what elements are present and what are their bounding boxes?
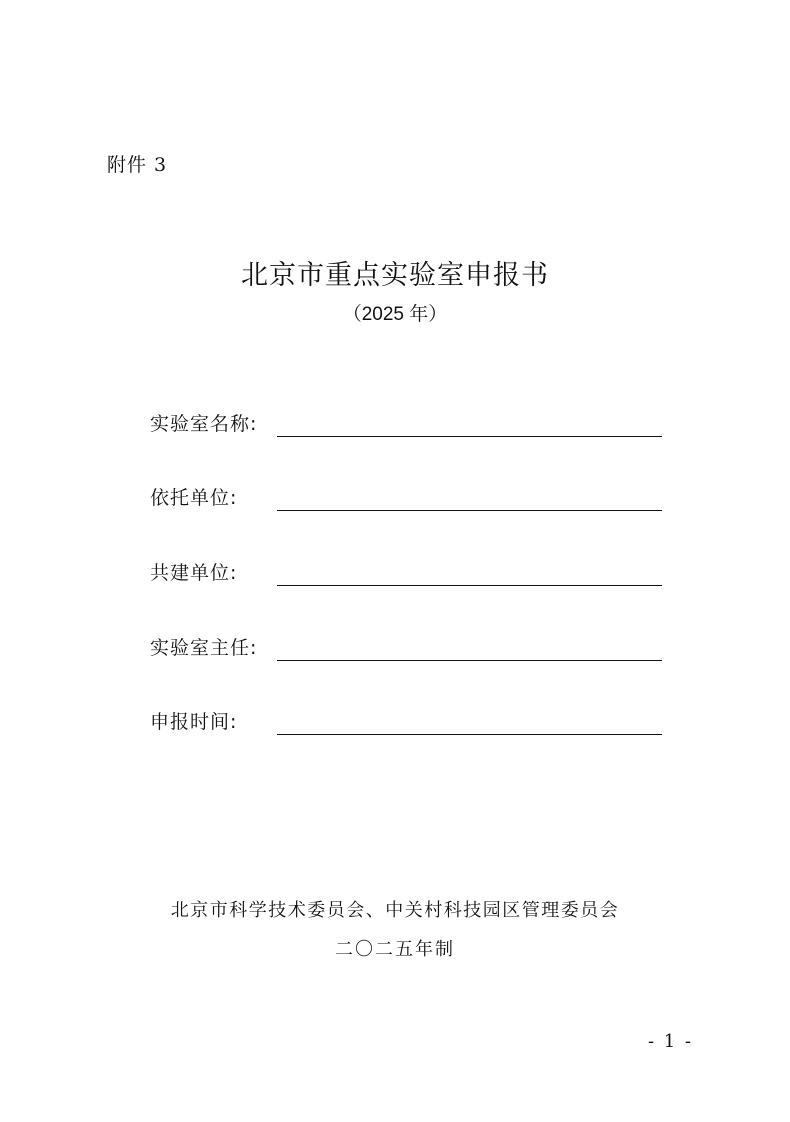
attachment-label: 附件 3: [107, 154, 168, 176]
co-unit-blank-line[interactable]: [277, 585, 662, 586]
field-label-lab-name: 实验室名称:: [150, 413, 258, 435]
field-host-unit: [150, 477, 662, 513]
field-lab-director: [150, 627, 662, 663]
field-label-lab-director: 实验室主任:: [150, 637, 258, 659]
apply-time-blank-line[interactable]: [277, 734, 662, 735]
field-label-co-unit: 共建单位:: [150, 562, 238, 584]
lab-name-blank-line[interactable]: [277, 436, 662, 437]
made-date: 二〇二五年制: [335, 939, 455, 960]
document-title: 北京市重点实验室申报书: [241, 260, 549, 291]
field-label-apply-time: 申报时间:: [150, 711, 238, 733]
field-apply-time: [150, 701, 662, 737]
field-label-host-unit: 依托单位:: [150, 487, 238, 509]
issuer-text: 北京市科学技术委员会、中关村科技园区管理委员会: [170, 900, 620, 921]
year-note: （2025 年）: [342, 304, 448, 325]
page-number: - 1 -: [647, 1031, 693, 1052]
field-co-unit: [150, 552, 662, 588]
host-unit-blank-line[interactable]: [277, 510, 662, 511]
field-lab-name: [150, 403, 662, 439]
lab-director-blank-line[interactable]: [277, 660, 662, 661]
